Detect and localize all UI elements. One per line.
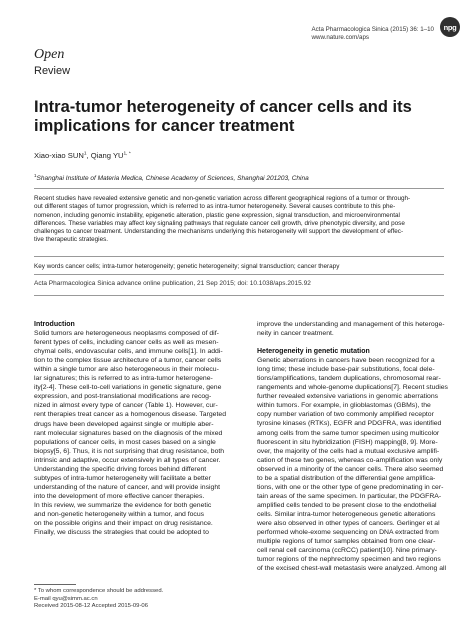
body-text-line: on the possible origins and their impact on drug resistance. (34, 520, 213, 528)
left-column (34, 320, 240, 537)
affiliation (34, 173, 309, 182)
abstract-line: nomenon, including genomic instability, epigenetic alteration, plastic gene expression, signal transduction, and microenvironmental (34, 211, 400, 219)
body-text-line: within a single tumor are also heterogeneous in their molecu- (34, 366, 219, 374)
body-text-line: of the excised chest-wall metastasis were analyzed. Among all (257, 565, 447, 573)
body-text-line: within tumors. For example, in glioblastomas (GBMs), the (257, 402, 431, 410)
right-column-intro (257, 320, 453, 338)
body-text-line: and non-genetic heterogeneity within a tumor, and focus (34, 510, 205, 518)
divider (34, 274, 444, 275)
body-text-line: cation of these two genes, whereas co-amplification was only (257, 456, 443, 464)
body-text-line: performed whole-exome sequencing on DNA extracted from (257, 529, 439, 537)
body-text-line: copy number variation of two commonly amplified receptor (257, 411, 434, 419)
author-affiliation-mark: 1, * (123, 151, 131, 157)
body-text-line: into the development of more effective cancer therapies. (34, 492, 205, 500)
open-access-label: Open (34, 47, 65, 62)
abstract-line: challenges to cancer treatment. Understanding the mechanisms underlying this heterogeneity will support the development of effec- (34, 228, 404, 235)
divider (34, 188, 444, 189)
body-text-line: were also observed in other types of cancers. Gerlinger et al (257, 519, 440, 527)
abstract-line: out different stages of tumor progression, which is referred to as intra-tumor heterogeneity. Several causes contribute to this phe- (34, 203, 396, 211)
affiliation-mark: 1 (34, 173, 37, 178)
body-text-line: tions/amplifications, tandem duplications, chromosomal rear- (257, 375, 441, 383)
footnote-email[interactable]: E-mail qyu@simm.ac.cn (34, 595, 98, 602)
body-text-line: Understanding the specific driving forces behind different (34, 465, 207, 473)
body-text-line: neity in cancer treatment. (257, 330, 334, 338)
title-line: implications for cancer treatment (34, 117, 295, 135)
divider (34, 295, 444, 296)
body-text-line: fluorescent in situ hybridization (FISH) mapping[8, 9]. More- (257, 438, 438, 446)
body-text-line: drugs have been developed against single or multiple aber- (34, 420, 214, 428)
article-type: Review (34, 65, 71, 77)
abstract-line: Recent studies have revealed extensive genetic and non-genetic variation across different geographical regions of a tumor or through- (34, 195, 411, 202)
right-column (257, 320, 453, 573)
section-heading-genetic-mutation: Heterogeneity in genetic mutation (257, 348, 370, 356)
publication-info: Acta Pharmacologica Sinica advance online publication, 21 Sep 2015; doi: 10.1038/aps.2015.92 (34, 280, 311, 287)
abstract (34, 195, 444, 245)
body-text-line: Finally, we discuss the strategies that could be adopted to (34, 529, 209, 537)
footnote-divider (34, 584, 76, 585)
right-column-body (257, 356, 453, 573)
title-line: Intra-tumor heterogeneity of cancer cells and its (34, 98, 412, 116)
affiliation-text: Shanghai Institute of Materia Medica, Chinese Academy of Sciences, Shanghai 201203, China (36, 175, 309, 183)
body-text-line: understanding of the nature of cancer, and will provide insight (34, 483, 221, 491)
body-text-line: multiple regions of tumor samples obtained from one clear- (257, 538, 436, 546)
journal-website[interactable]: www.nature.com/aps (311, 34, 369, 41)
body-text-line: tyrosine kinases (RTKs), EGFR and PDGFRA, was identified (257, 420, 442, 428)
abstract-line: tive therapeutic strategies. (34, 236, 109, 244)
body-text-line: populations of cancer cells, in most cases based on a single (34, 438, 216, 446)
body-text-line: intrinsic and adaptive, occur extensively in all types of cancer. (34, 456, 221, 464)
body-text-line: ferent types of cells, including cancer cells as well as mesen- (34, 339, 219, 347)
body-text-line: chymal cells, endovascular cells, and immune cells[1]. In addi- (34, 348, 223, 356)
body-text-line: among cells from the same tumor specimen using multicolor (257, 429, 440, 437)
journal-citation: Acta Pharmacologica Sinica (2015) 36: 1–10 (311, 26, 434, 33)
body-text-line: subtypes of intra-tumor heterogeneity will facilitate a better (34, 474, 211, 482)
keywords-text: cancer cells; intra-tumor heterogeneity; genetic heterogeneity; signal transduction; cancer therapy (63, 263, 340, 270)
body-text-line: biopsy[5, 6]. Thus, it is not surprising that drug resistance, both (34, 447, 225, 455)
body-text-line: further revealed extensive variations in genomic aberrations (257, 393, 439, 401)
body-text-line: ity[2-4]. These cell-to-cell variations in genetic signature, gene (34, 384, 222, 392)
body-text-line: lar signatures; this is referred to as intra-tumor heterogene- (34, 375, 213, 383)
body-text-line: amplified cells tended to be present close to the endothelial (257, 501, 437, 509)
article-title (34, 98, 444, 136)
body-text-line: tumor regions of the nephrectomy specimen and two regions (257, 556, 441, 564)
abstract-line: differences. These variables may affect key signaling pathways that regulate cancer cell growth, drive phenotypic diversity, and pose (34, 219, 405, 227)
body-text-line: to be a spatial distribution of the differential gene amplifica- (257, 474, 436, 482)
body-text-line: over, the majority of the cells had a mutual exclusive amplifi- (257, 447, 440, 455)
section-heading-introduction: Introduction (34, 321, 75, 328)
body-text-line: observed in a minority of the cancer cells. There also seemed (257, 465, 444, 473)
body-text-line: Solid tumors are heterogeneous neoplasms composed of dif- (34, 330, 219, 338)
left-column-body (34, 329, 240, 537)
author-affiliation-mark: 1 (83, 151, 87, 157)
body-text-line: Genetic aberrations in cancers have been recognized for a (257, 357, 435, 365)
body-text-line: In this review, we summarize the evidence for both genetic (34, 501, 212, 509)
body-text-line: tain areas of the same specimen. In particular, the PDGFRA- (257, 492, 442, 500)
body-text-line: rent therapies treat cancer as a homogenous disease. Targeted (34, 411, 226, 419)
footnote-dates: Received 2015-08-12 Accepted 2015-09-06 (34, 603, 148, 610)
body-text-line: expression, and post-translational modifications are recog- (34, 393, 212, 401)
body-text-line: rangements and whole-genome duplications[7]. Recent studies (257, 384, 448, 392)
body-text-line: improve the understanding and management of this heteroge- (257, 321, 445, 328)
keywords (34, 263, 339, 270)
body-text-line: long time; these include base-pair substitutions, focal dele- (257, 366, 435, 374)
body-text-line: rant molecular signatures based on the diagnosis of the mixed (34, 429, 223, 437)
footnote-correspondence: * To whom correspondence should be addressed. (34, 588, 164, 594)
author-separator: , (86, 151, 91, 160)
body-text-line: nized in almost every type of cancer (Table 1). However, cur- (34, 402, 218, 410)
body-text-line: tion to the complex tissue architecture of a tumor, cancer cells (34, 357, 222, 365)
journal-header (312, 26, 434, 42)
author-name: Qiang YU (90, 151, 124, 160)
npg-logo: npg (440, 17, 460, 37)
keywords-label: Key words (34, 263, 64, 270)
author-name: Xiao-xiao SUN (34, 151, 84, 160)
body-text-line: cells. Similar intra-tumor heterogeneous genetic alterations (257, 510, 436, 518)
author-list (34, 151, 131, 160)
body-text-line: tions, with one or the other type of gene predominating in cer- (257, 483, 444, 491)
footnotes (34, 588, 163, 611)
body-text-line: cell renal cell carcinoma (ccRCC) patient[10]. Nine primary- (257, 547, 437, 555)
divider (34, 256, 444, 257)
